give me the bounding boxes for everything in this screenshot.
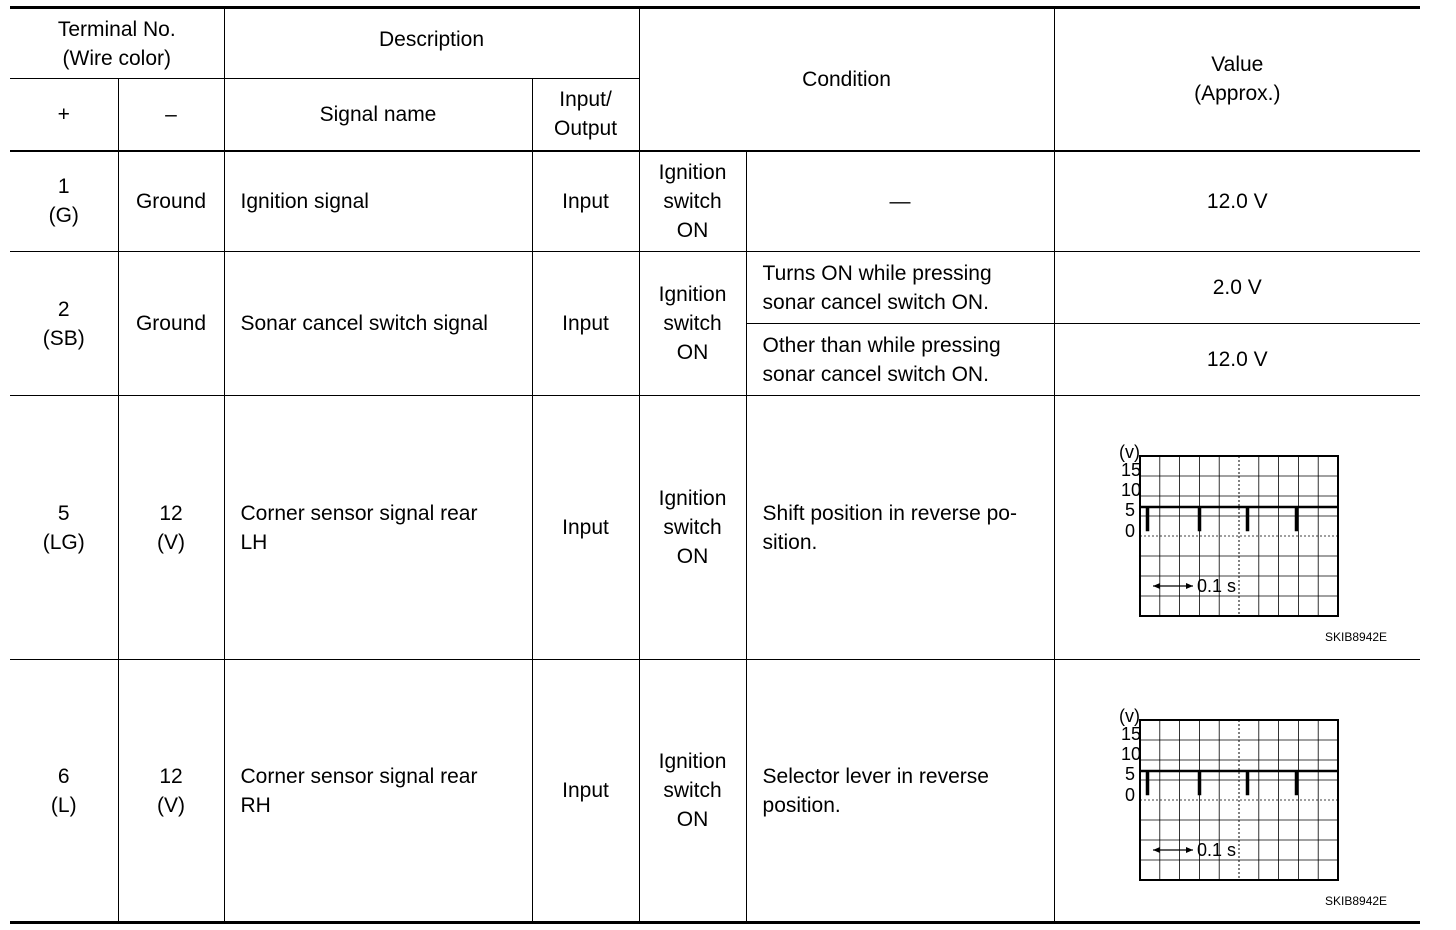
scope-trace	[1140, 507, 1338, 530]
scope-y-tick: 10	[1120, 480, 1141, 500]
arrow-right-icon	[1186, 583, 1193, 589]
terminal-cell	[10, 151, 118, 252]
scope-y-tick: 0	[1124, 521, 1135, 541]
minus-cell	[118, 396, 224, 660]
condition-line: ON	[676, 341, 709, 364]
minus-wire-color: (V)	[157, 530, 185, 554]
wire-color-label: (Wire color)	[62, 46, 171, 70]
scope-time-label: 0.1 s	[1196, 576, 1236, 596]
signal-name-header: Signal name	[224, 79, 532, 151]
condition-header: Condition	[639, 8, 1054, 151]
condition-line: Ignition	[658, 160, 727, 184]
terminal-header	[10, 8, 224, 79]
condition-line: ON	[676, 218, 709, 242]
scope-trace	[1140, 771, 1338, 794]
detail-line: Shift position in reverse po-	[762, 501, 1017, 525]
waveform-svg	[1105, 442, 1405, 646]
condition-line: Ignition	[658, 750, 727, 773]
terminal-number: 1	[57, 175, 70, 199]
description-header: Description	[224, 8, 639, 79]
scope-unit-label: (v)	[1118, 442, 1140, 462]
scope-y-tick: 10	[1120, 744, 1141, 764]
condition-detail-cell	[746, 324, 1054, 396]
value-cell: 12.0 V	[1054, 151, 1420, 252]
table-row	[10, 252, 1420, 324]
table-row	[10, 151, 1420, 252]
condition-cell	[639, 252, 746, 396]
scope-time-label: 0.1 s	[1196, 840, 1236, 860]
condition-line: switch	[663, 312, 722, 335]
io-cell: Input	[532, 151, 639, 252]
terminal-no-label: Terminal No.	[57, 17, 176, 41]
signal-name-cell: Ignition signal	[224, 151, 532, 252]
scope-time-marker	[1153, 583, 1193, 589]
io-cell: Input	[532, 660, 639, 923]
scope-y-tick: 0	[1124, 785, 1135, 805]
minus-header: –	[118, 79, 224, 151]
condition-cell	[639, 151, 746, 252]
signal-line: RH	[240, 793, 271, 817]
minus-terminal: 12	[159, 501, 183, 525]
condition-line: switch	[663, 779, 722, 802]
condition-detail-cell	[746, 252, 1054, 324]
terminal-number: 2	[57, 297, 70, 321]
condition-line: switch	[663, 189, 722, 213]
condition-detail-cell	[746, 396, 1054, 660]
scope-time-marker	[1153, 847, 1193, 853]
io-cell: Input	[532, 396, 639, 660]
value-label: Value	[1211, 53, 1264, 77]
input-output-header	[532, 79, 639, 151]
terminal-cell	[10, 660, 118, 923]
detail-line: sonar cancel switch ON.	[762, 362, 989, 386]
condition-detail-cell	[746, 660, 1054, 923]
terminal-cell	[10, 252, 118, 396]
figure-code: SKIB8942E	[1324, 630, 1387, 644]
scope-y-tick: 5	[1124, 764, 1135, 784]
arrow-left-icon	[1153, 583, 1160, 589]
detail-line: sition.	[762, 530, 818, 554]
wire-color: (LG)	[42, 530, 85, 554]
detail-line: Other than while pressing	[762, 333, 1001, 357]
terminal-number: 6	[57, 764, 70, 788]
condition-line: Ignition	[658, 283, 727, 306]
wire-color: (SB)	[42, 326, 85, 350]
arrow-right-icon	[1186, 847, 1193, 853]
value-cell: 2.0 V	[1054, 252, 1420, 324]
signal-line: LH	[240, 530, 268, 554]
scope-y-tick: 15	[1120, 460, 1141, 480]
condition-cell	[639, 660, 746, 923]
minus-cell: Ground	[118, 252, 224, 396]
oscilloscope-waveform	[1105, 706, 1405, 910]
detail-line: Selector lever in reverse	[762, 764, 989, 788]
output-label: Output	[553, 117, 618, 141]
minus-wire-color: (V)	[157, 793, 185, 817]
signal-line: Corner sensor signal rear	[240, 501, 478, 525]
minus-terminal: 12	[159, 764, 183, 788]
approx-label: (Approx.)	[1194, 82, 1281, 106]
terminal-number: 5	[57, 501, 70, 525]
waveform-svg	[1105, 706, 1405, 910]
condition-line: ON	[676, 545, 709, 568]
signal-name-cell	[224, 660, 532, 923]
detail-line: sonar cancel switch ON.	[762, 290, 989, 314]
scope-y-tick: 15	[1120, 724, 1141, 744]
detail-line: position.	[762, 793, 841, 817]
condition-cell	[639, 396, 746, 660]
scope-grid	[1140, 720, 1338, 880]
signal-line: Corner sensor signal rear	[240, 764, 478, 788]
detail-line: Turns ON while pressing	[762, 261, 992, 285]
oscilloscope-waveform	[1105, 442, 1405, 646]
value-cell: 12.0 V	[1054, 324, 1420, 396]
signal-name-cell	[224, 396, 532, 660]
value-waveform-cell	[1054, 660, 1420, 923]
value-header	[1054, 8, 1420, 151]
wire-color: (G)	[48, 204, 79, 228]
figure-code: SKIB8942E	[1324, 894, 1387, 908]
table-row	[10, 660, 1420, 923]
signal-name-cell: Sonar cancel switch signal	[224, 252, 532, 396]
minus-cell: Ground	[118, 151, 224, 252]
header-row-1	[10, 8, 1420, 79]
terminal-cell	[10, 396, 118, 660]
scope-y-tick: 5	[1124, 500, 1135, 520]
scope-unit-label: (v)	[1118, 706, 1140, 726]
condition-line: switch	[663, 516, 722, 539]
arrow-left-icon	[1153, 847, 1160, 853]
condition-detail-cell: —	[746, 151, 1054, 252]
minus-cell	[118, 660, 224, 923]
table-row	[10, 396, 1420, 660]
plus-header: +	[10, 79, 118, 151]
condition-line: Ignition	[658, 487, 727, 510]
input-label: Input/	[559, 88, 612, 112]
scope-grid	[1140, 456, 1338, 616]
io-cell: Input	[532, 252, 639, 396]
wire-color: (L)	[50, 793, 77, 817]
condition-line: ON	[676, 808, 709, 831]
value-waveform-cell	[1054, 396, 1420, 660]
terminal-spec-table	[10, 6, 1420, 924]
